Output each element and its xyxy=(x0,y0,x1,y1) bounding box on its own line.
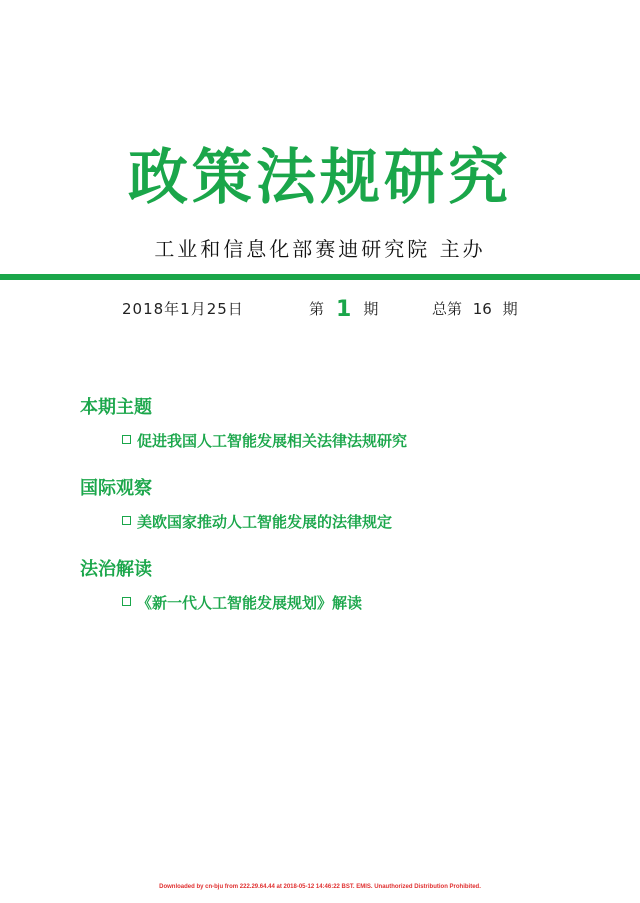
section-interpretation xyxy=(80,557,560,615)
publication-title: 政策法规研究 xyxy=(128,143,512,213)
toc-item[interactable] xyxy=(122,591,560,615)
toc-item[interactable] xyxy=(122,510,560,534)
sponsor-line: 工业和信息化部赛迪研究院 主办 xyxy=(154,237,486,261)
checkbox-square-icon xyxy=(122,435,131,444)
toc-item-label: 《新一代人工智能发展规划》解读 xyxy=(137,594,363,612)
issue-number-value: 1 xyxy=(336,297,352,322)
checkbox-square-icon xyxy=(122,597,131,606)
toc-item-label: 美欧国家推动人工智能发展的法律规定 xyxy=(137,513,393,531)
section-theme xyxy=(80,395,560,453)
section-heading: 本期主题 xyxy=(80,397,152,418)
header-divider xyxy=(0,274,640,280)
section-international xyxy=(80,476,560,534)
section-heading: 国际观察 xyxy=(80,478,152,499)
issue-number-prefix: 第 xyxy=(309,300,325,318)
issue-number xyxy=(309,296,378,323)
issue-total: 总第 16 期 xyxy=(432,300,518,318)
toc-item[interactable] xyxy=(122,429,560,453)
toc-item-label: 促进我国人工智能发展相关法律法规研究 xyxy=(137,432,408,450)
checkbox-square-icon xyxy=(122,516,131,525)
issue-number-suffix: 期 xyxy=(363,300,379,318)
section-heading: 法治解读 xyxy=(80,559,152,580)
issue-info xyxy=(0,296,640,322)
download-notice: Downloaded by cn-bju from 222.29.64.44 at 2018-05-12 14:46:22 BST. EMIS. Unauthorized Distribution Prohibited. xyxy=(159,884,481,890)
issue-date: 2018年1月25日 xyxy=(122,300,244,318)
